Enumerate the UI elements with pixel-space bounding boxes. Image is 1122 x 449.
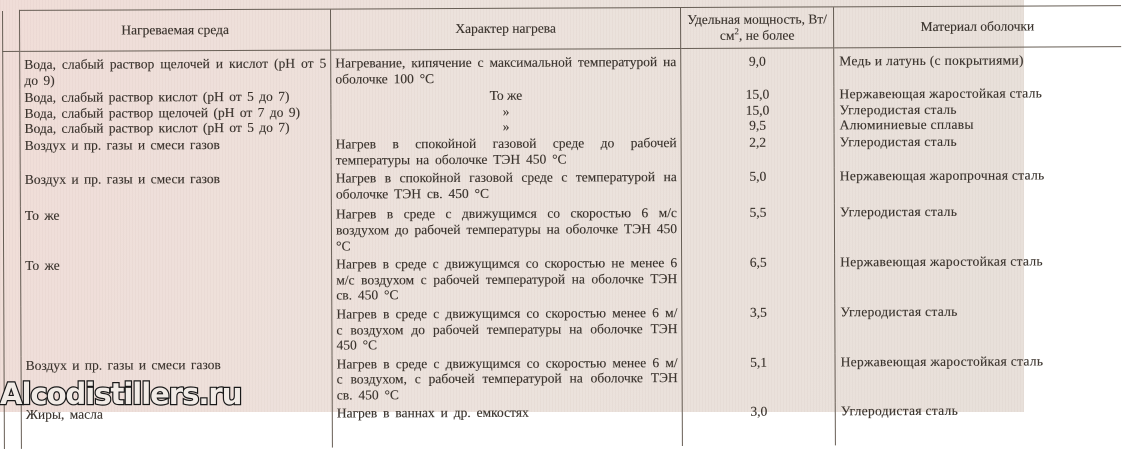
heating-cell: Нагрев в спокойной газовой среде с температурой на оболочке ТЭН св. 450 °C <box>331 168 681 206</box>
material-cell: Углеродистая сталь <box>834 101 1121 118</box>
medium-cell: То же <box>21 256 332 307</box>
material-cell: Углеродистая сталь <box>834 202 1121 253</box>
medium-cell: Воздух и пр. газы и смеси газов <box>20 170 331 208</box>
heating-cell: Нагрев в среде с движущимся со скоростью 6 м/с воздухом до рабочей температуры на оболочке ТЭН 450 °C <box>331 204 681 255</box>
heating-cell: » <box>331 103 681 120</box>
stub-cell <box>3 137 20 171</box>
medium-cell: Вода, слабый раствор щелочей (pH от 7 до 9) <box>20 104 331 121</box>
medium-cell: Вода, слабый раствор кислот (pH от 5 до 7) <box>20 120 331 137</box>
stub-cell <box>3 121 20 137</box>
material-cell: Нержавеющая жаростойкая сталь <box>835 352 1122 403</box>
medium-cell: Жиры, масла <box>21 405 332 449</box>
material-cell: Нержавеющая жаростойкая сталь <box>834 85 1121 102</box>
heating-cell: Нагрев в среде с движущимся со скоростью не менее 6 м/с воздухом с рабочей температурой на оболочке ТЭН св. 450 °C <box>332 254 682 305</box>
power-cell: 3,5 <box>682 303 835 353</box>
power-cell: 6,5 <box>682 253 835 303</box>
material-cell: Углеродистая сталь <box>835 402 1122 446</box>
power-cell: 15,0 <box>681 102 834 118</box>
stub-cell <box>3 106 20 122</box>
stub-header-cell <box>3 10 20 51</box>
heating-cell: Нагрев в спокойной газовой среде до рабочей температуры на оболочке ТЭН 450 °C <box>331 134 681 170</box>
medium-cell: То же <box>20 206 331 257</box>
table-row <box>3 132 1121 171</box>
table-row <box>3 202 1121 257</box>
col-header-power <box>680 7 833 49</box>
col-header-material: Материал оболочки <box>833 6 1120 48</box>
power-cell: 15,0 <box>681 87 834 103</box>
power-cell: 5,1 <box>682 353 835 403</box>
medium-cell: Вода, слабый раствор щелочей и кислот (pH от 5 до 9) <box>20 50 331 90</box>
power-header-sup: 2 <box>734 26 739 37</box>
medium-cell: Воздух и пр. газы и смеси газов <box>21 355 332 406</box>
heating-cell: Нагрев в ваннах и др. емкостях <box>332 404 682 449</box>
material-cell: Углеродистая сталь <box>834 132 1121 167</box>
power-cell: 9,0 <box>681 48 834 87</box>
heating-cell: » <box>331 118 681 135</box>
material-cell: Нержавеющая жаростойкая сталь <box>835 252 1122 303</box>
heating-cell: Нагревание, кипячение с максимальной температурой на оболочке 100 °C <box>331 49 681 89</box>
stub-cell <box>3 51 20 90</box>
medium-cell <box>21 305 332 356</box>
heating-cell: То же <box>331 87 681 104</box>
power-cell: 3,0 <box>682 403 835 447</box>
medium-cell: Вода, слабый раствор кислот (pH от 5 до 7) <box>20 89 331 106</box>
stub-cell <box>3 207 20 257</box>
material-cell: Углеродистая сталь <box>835 302 1122 353</box>
col-header-heating: Характер нагрева <box>330 8 680 51</box>
stub-cell <box>4 406 21 449</box>
stub-cell <box>4 307 21 357</box>
medium-cell: Воздух и пр. газы и смеси газов <box>20 136 331 172</box>
power-cell: 5,5 <box>681 204 834 254</box>
power-cell: 9,5 <box>681 118 834 134</box>
heating-cell: Нагрев в среде с движущимся со скоростью менее 6 м/с воздухом, с рабочей температурой на оболочке ТЭН св. 450 °C <box>332 354 682 405</box>
power-header-line1: Удельная мощность, Вт/ <box>687 11 827 28</box>
power-header-rest: , не более <box>738 27 795 43</box>
stub-cell <box>4 257 21 307</box>
heating-cell: Нагрев в среде с движущимся со скоростью менее 6 м/с воздухом до рабочей температуры на оболочке ТЭН 450 °C <box>332 304 682 355</box>
table-row <box>3 47 1121 91</box>
material-cell: Медь и латунь (с покрытиями) <box>834 47 1121 87</box>
stub-cell <box>3 90 20 106</box>
watermark: Alcodistillers.ru <box>0 377 242 411</box>
power-cell: 5,0 <box>681 168 834 205</box>
power-header-unit: см <box>719 27 735 43</box>
table-row <box>3 166 1121 207</box>
material-cell: Нержавеющая жаропрочная сталь <box>834 166 1121 203</box>
col-header-medium: Нагреваемая среда <box>20 9 331 51</box>
power-cell: 2,2 <box>681 133 834 168</box>
header-row <box>3 6 1121 52</box>
table-row <box>4 302 1122 357</box>
table-row <box>4 252 1122 307</box>
stub-cell <box>3 171 20 207</box>
material-cell: Алюминиевые сплавы <box>834 116 1121 133</box>
